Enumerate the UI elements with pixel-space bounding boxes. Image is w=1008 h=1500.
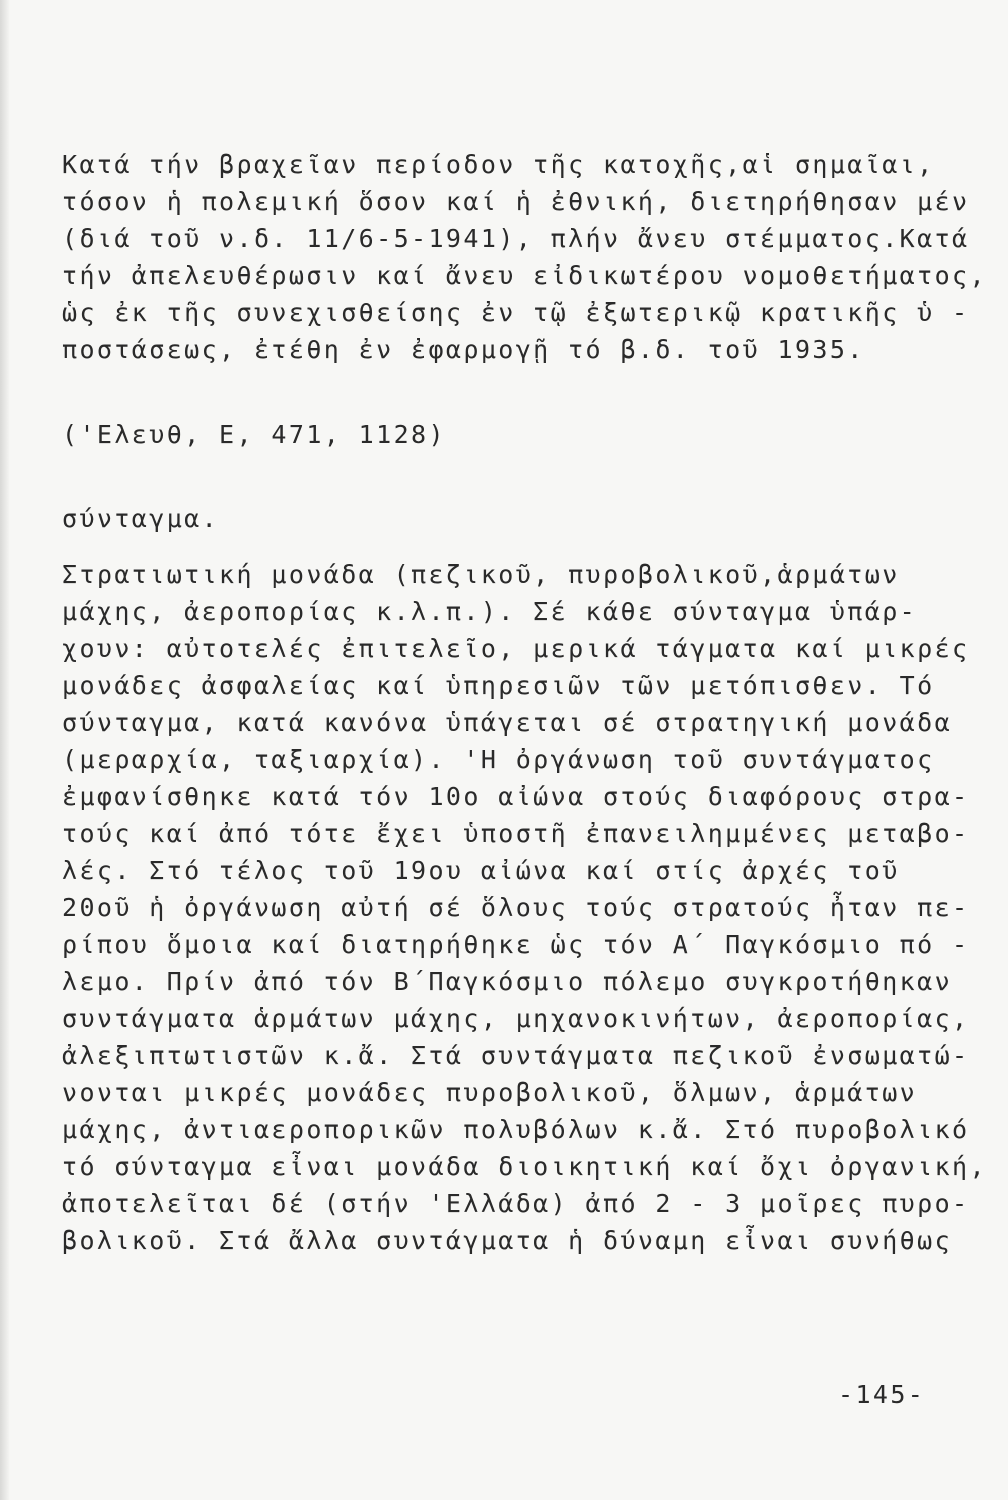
- page-edge-shadow: [0, 0, 10, 1500]
- text-line: Κατά τήν βραχεῖαν περίοδον τῆς κατοχῆς,αἱ σημαῖαι,: [62, 150, 935, 179]
- paragraph-flags: [62, 146, 987, 368]
- heading-text: σύνταγμα.: [62, 504, 220, 533]
- paragraph-regiment: [62, 556, 987, 1259]
- text-line: ἀλεξιπτωτιστῶν κ.ἄ. Στά συντάγματα πεζικοῦ ἐνσωματώ-: [62, 1041, 970, 1070]
- reference-text: ('Ελευθ, Ε, 471, 1128): [62, 420, 446, 449]
- text-line: λές. Στό τέλος τοῦ 19ου αἰώνα καί στίς ἀρχές τοῦ: [62, 856, 900, 885]
- text-line: Στρατιωτική μονάδα (πεζικοῦ, πυροβολικοῦ,ἁρμάτων: [62, 560, 900, 589]
- text-line: τό σύνταγμα εἶναι μονάδα διοικητική καί ὄχι ὀργανική,: [62, 1152, 987, 1181]
- text-line: μάχης, ἀντιαεροπορικῶν πολυβόλων κ.ἄ. Στό πυροβολικό: [62, 1115, 970, 1144]
- text-line: λεμο. Πρίν ἀπό τόν Β΄Παγκόσμιο πόλεμο συγκροτήθηκαν: [62, 967, 953, 996]
- text-line: νονται μικρές μονάδες πυροβολικοῦ, ὅλμων, ἁρμάτων: [62, 1078, 918, 1107]
- text-line: τόσον ἡ πολεμική ὅσον καί ἡ ἐθνική, διετηρήθησαν μέν: [62, 187, 970, 216]
- text-line: ὡς ἐκ τῆς συνεχισθείσης ἐν τῷ ἐξωτερικῷ κρατικῆς ὑ -: [62, 298, 970, 327]
- text-line: (μεραρχία, ταξιαρχία). 'Η ὀργάνωση τοῦ συντάγματος: [62, 745, 935, 774]
- text-line: 20οῦ ἡ ὀργάνωση αὐτή σέ ὅλους τούς στρατούς ἦταν πε-: [62, 893, 970, 922]
- text-line: ποστάσεως, ἐτέθη ἐν ἐφαρμογῇ τό β.δ. τοῦ 1935.: [62, 335, 865, 364]
- text-line: μάχης, ἀεροπορίας κ.λ.π.). Σέ κάθε σύνταγμα ὑπάρ-: [62, 597, 918, 626]
- text-line: τούς καί ἀπό τότε ἔχει ὑποστῆ ἐπανειλημμένες μεταβο-: [62, 819, 970, 848]
- entry-heading: [62, 500, 219, 537]
- text-line: ρίπου ὅμοια καί διατηρήθηκε ὡς τόν Α΄ Παγκόσμιο πό -: [62, 930, 970, 959]
- text-line: συντάγματα ἁρμάτων μάχης, μηχανοκινήτων, ἀεροπορίας,: [62, 1004, 970, 1033]
- text-line: ἐμφανίσθηκε κατά τόν 10ο αἰώνα στούς διαφόρους στρα-: [62, 782, 970, 811]
- text-line: βολικοῦ. Στά ἄλλα συντάγματα ἡ δύναμη εἶναι συνήθως: [62, 1226, 953, 1255]
- reference-citation: [62, 416, 446, 453]
- text-line: ἀποτελεῖται δέ (στήν 'Ελλάδα) ἀπό 2 - 3 μοῖρες πυρο-: [62, 1189, 970, 1218]
- text-line: χουν: αὐτοτελές ἐπιτελεῖο, μερικά τάγματα καί μικρές: [62, 634, 970, 663]
- text-line: μονάδες ἀσφαλείας καί ὑπηρεσιῶν τῶν μετόπισθεν. Τό: [62, 671, 935, 700]
- text-line: (διά τοῦ ν.δ. 11/6-5-1941), πλήν ἄνευ στέμματος.Κατά: [62, 224, 970, 253]
- text-line: σύνταγμα, κατά κανόνα ὑπάγεται σέ στρατηγική μονάδα: [62, 708, 953, 737]
- page-number: -145-: [838, 1380, 926, 1409]
- text-line: τήν ἀπελευθέρωσιν καί ἄνευ εἰδικωτέρου νομοθετήματος,: [62, 261, 987, 290]
